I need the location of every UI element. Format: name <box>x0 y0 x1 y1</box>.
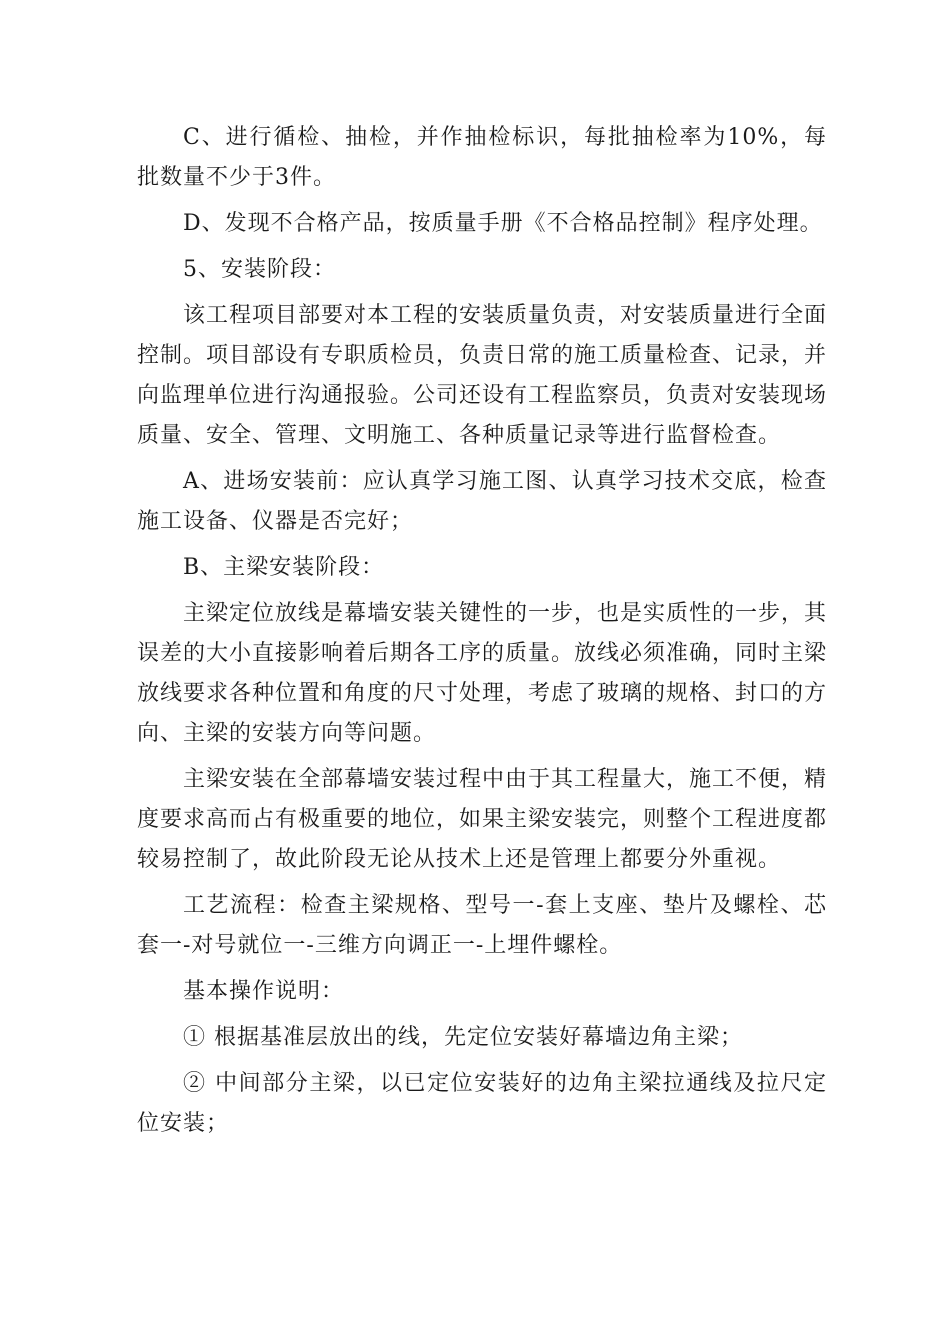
subheading-basic-operation: 基本操作说明： <box>183 979 345 1004</box>
list-item-1: ① 根据基准层放出的线，先定位安装好幕墙边角主梁； <box>183 1025 743 1050</box>
paragraph-main-beam-importance: 主梁安装在全部幕墙安装过程中由于其工程量大，施工不便，精度要求高而占有极重要的地位，如果主梁安装完，则整个工程进度都较易控制了，故此阶段无论从技术上还是管理上都要分外重视。 <box>137 767 828 872</box>
paragraph-nonconforming: D、发现不合格产品，按质量手册《不合格品控制》程序处理。 <box>183 211 823 236</box>
subheading-main-beam: B、主梁安装阶段： <box>183 555 385 580</box>
section-heading-installation: 5、安装阶段： <box>183 257 336 282</box>
paragraph-pre-installation: A、进场安装前：应认真学习施工图、认真学习技术交底，检查施工设备、仪器是否完好； <box>137 469 827 534</box>
paragraph-quality-control: 该工程项目部要对本工程的安装质量负责，对安装质量进行全面控制。项目部设有专职质检员，负责日常的施工质量检查、记录，并向监理单位进行沟通报验。公司还设有工程监察员，负责对安装现场质量、安全、管理、文明施工、各种质量记录等进行监督检查。 <box>137 303 828 448</box>
list-item-2: ② 中间部分主梁，以已定位安装好的边角主梁拉通线及拉尺定位安装； <box>137 1071 827 1136</box>
paragraph-process-flow: 工艺流程：检查主梁规格、型号一-套上支座、垫片及螺栓、芯套一-对号就位一-三维方向调正一-上埋件螺栓。 <box>137 893 827 958</box>
document-page <box>137 118 827 1150</box>
paragraph-positioning: 主梁定位放线是幕墙安装关键性的一步，也是实质性的一步，其误差的大小直接影响着后期各工序的质量。放线必须准确，同时主梁放线要求各种位置和角度的尺寸处理，考虑了玻璃的规格、封口的方向、主梁的安装方向等问题。 <box>137 601 828 746</box>
paragraph-sampling: C、进行循检、抽检，并作抽检标识，每批抽检率为10%，每批数量不少于3件。 <box>137 125 827 190</box>
